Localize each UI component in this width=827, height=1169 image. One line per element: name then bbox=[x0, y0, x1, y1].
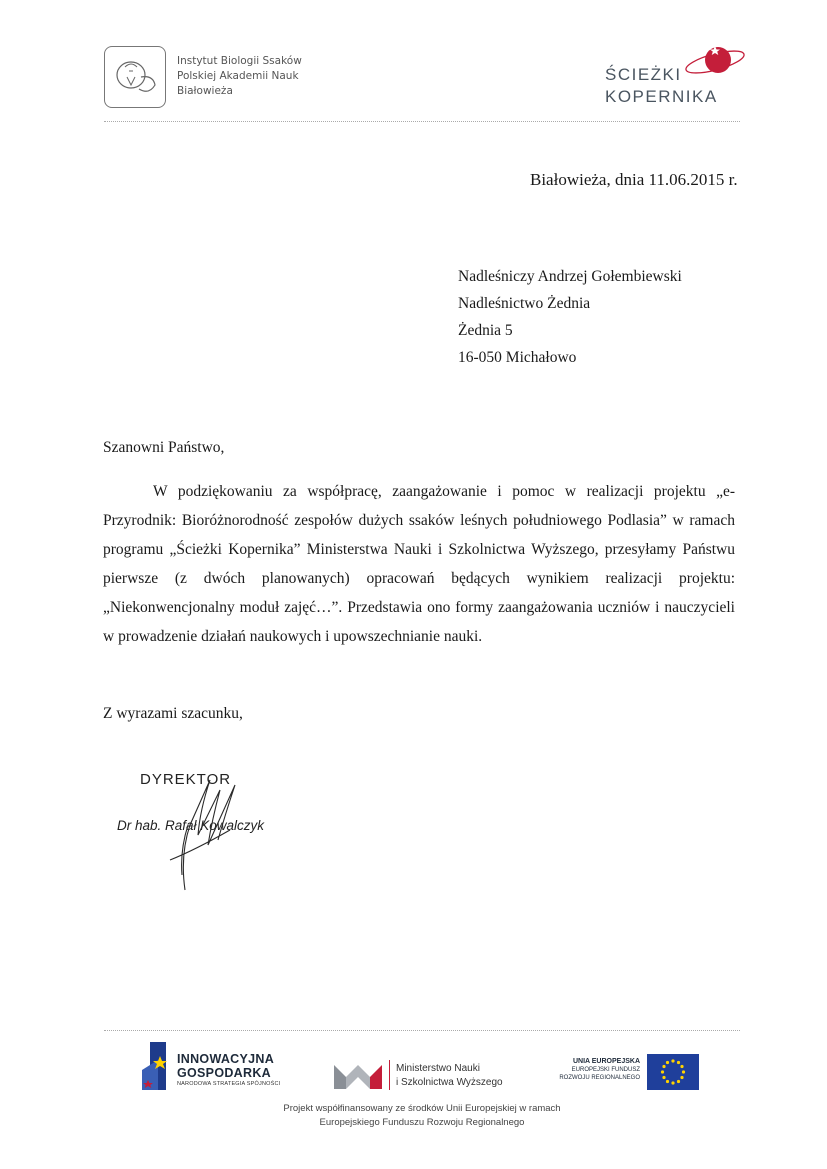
ministry-line: i Szkolnictwa Wyższego bbox=[396, 1077, 503, 1088]
funding-line: Europejskiego Funduszu Rozwoju Regionalnego bbox=[319, 1117, 525, 1128]
program-logo-line: KOPERNIKA bbox=[605, 87, 718, 106]
handwritten-signature bbox=[140, 765, 250, 895]
letter-date: Białowieża, dnia 11.06.2015 r. bbox=[530, 170, 738, 189]
stamp-name: Dr hab. Rafał Kowalczyk bbox=[117, 818, 265, 833]
institute-line: Polskiej Akademii Nauk bbox=[177, 70, 299, 82]
recipient-line: Nadleśniczy Andrzej Gołembiewski bbox=[458, 268, 682, 285]
footer-divider bbox=[104, 1030, 740, 1031]
recipient-line: Nadleśnictwo Żednia bbox=[458, 295, 591, 312]
eu-label bbox=[548, 1058, 640, 1082]
salutation: Szanowni Państwo, bbox=[103, 439, 225, 456]
institute-line: Instytut Biologii Ssaków bbox=[177, 55, 302, 67]
institute-name bbox=[177, 54, 347, 99]
ministry-line: Ministerstwo Nauki bbox=[396, 1063, 480, 1074]
ig-title: GOSPODARKA bbox=[177, 1066, 271, 1080]
eu-flag-icon bbox=[647, 1054, 699, 1090]
header-divider bbox=[104, 121, 740, 122]
ministry-logo-icon bbox=[334, 1061, 384, 1089]
letter-body bbox=[103, 477, 735, 651]
funding-note bbox=[104, 1102, 740, 1130]
innovative-economy-logo bbox=[140, 1040, 174, 1092]
closing: Z wyrazami szacunku, bbox=[103, 705, 243, 722]
institute-line: Białowieża bbox=[177, 85, 233, 97]
funding-line: Projekt współfinansowany ze środków Unii Europejskiej w ramach bbox=[283, 1103, 561, 1114]
recipient-line: Żednia 5 bbox=[458, 322, 513, 339]
eu-line: UNIA EUROPEJSKA bbox=[572, 1058, 640, 1065]
bison-icon bbox=[105, 47, 165, 107]
program-logo-line: ŚCIEŻKI bbox=[605, 65, 682, 84]
recipient-line: 16-050 Michałowo bbox=[458, 349, 577, 366]
eu-line: EUROPEJSKI FUNDUSZ bbox=[571, 1067, 640, 1073]
ministry-divider bbox=[389, 1060, 390, 1090]
body-paragraph: W podziękowaniu za współpracę, zaangażowanie i pomoc w realizacji projektu „e-Przyrodnik: Bioróżnorodność zespołów dużych ssaków leśnych południowego Podlasia” w ramach programu „Ścieżki Kopernika” Ministerstwa Nauki i Szkolnictwa Wyższego, przesyłamy Państwu pierwsze (z dwóch planowanych) opracowań będących wynikiem realizacji projektu: „Niekonwencjonalny moduł zajęć…”. Przedstawia ono formy zaangażowania uczniów i nauczycieli w prowadzenie działań naukowych i upowszechnianie nauki. bbox=[103, 483, 735, 645]
recipient-address bbox=[458, 263, 682, 371]
stamp-title: DYREKTOR bbox=[140, 771, 232, 788]
eu-line: ROZWOJU REGIONALNEGO bbox=[559, 1075, 640, 1081]
ministry-name bbox=[396, 1062, 503, 1090]
ig-subtitle: NARODOWA STRATEGIA SPÓJNOŚCI bbox=[177, 1081, 281, 1087]
institute-logo bbox=[104, 46, 166, 108]
ig-title: INNOWACYJNA bbox=[177, 1052, 275, 1066]
